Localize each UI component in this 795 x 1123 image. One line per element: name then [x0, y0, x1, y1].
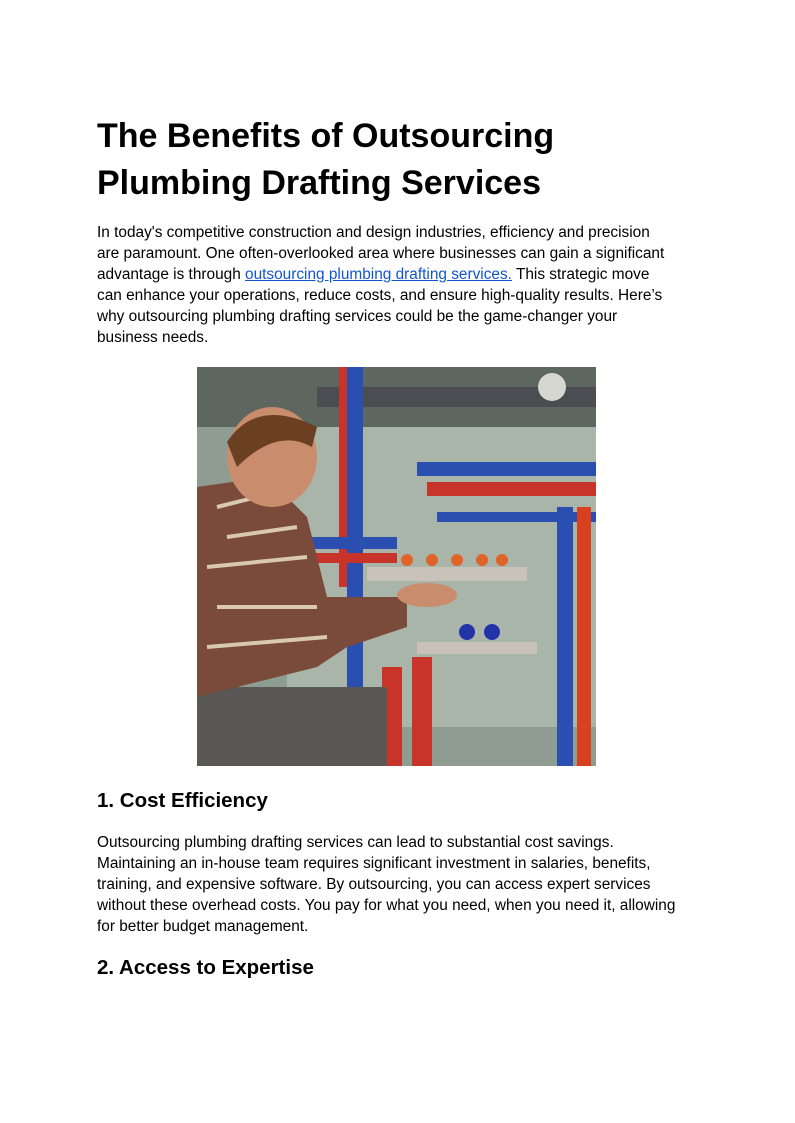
text-fragment: This strategic move — [511, 266, 650, 283]
text-line — [97, 264, 664, 285]
text-line: can enhance your operations, reduce costs, and ensure high-quality results. Here’s — [97, 287, 663, 304]
title-line: The Benefits of Outsourcing — [97, 117, 555, 155]
plumber-photo — [197, 367, 596, 766]
text-line: are paramount. One often-overlooked area where businesses can gain a significant — [97, 245, 665, 262]
text-fragment: advantage is through — [97, 266, 246, 283]
text-line: Outsourcing plumbing drafting services can lead to substantial cost savings. — [97, 834, 614, 851]
text-line: business needs. — [97, 329, 209, 346]
text-line: Maintaining an in-house team requires significant investment in salaries, benefits, — [97, 855, 651, 872]
text-line: without these overhead costs. You pay for what you need, when you need it, allowing — [97, 897, 676, 914]
text-line: for better budget management. — [97, 918, 309, 935]
text-line: training, and expensive software. By outsourcing, you can access expert services — [97, 876, 651, 893]
section-paragraph — [97, 832, 675, 937]
outsourcing-link[interactable]: outsourcing plumbing drafting services. — [245, 266, 512, 283]
intro-paragraph — [97, 222, 664, 348]
section-heading: 1. Cost Efficiency — [97, 789, 268, 812]
title-line: Plumbing Drafting Services — [97, 164, 541, 202]
text-line: why outsourcing plumbing drafting services could be the game-changer your — [97, 308, 618, 325]
page-title — [97, 113, 554, 207]
text-line: In today's competitive construction and design industries, efficiency and precision — [97, 224, 650, 241]
section-heading: 2. Access to Expertise — [97, 956, 314, 979]
